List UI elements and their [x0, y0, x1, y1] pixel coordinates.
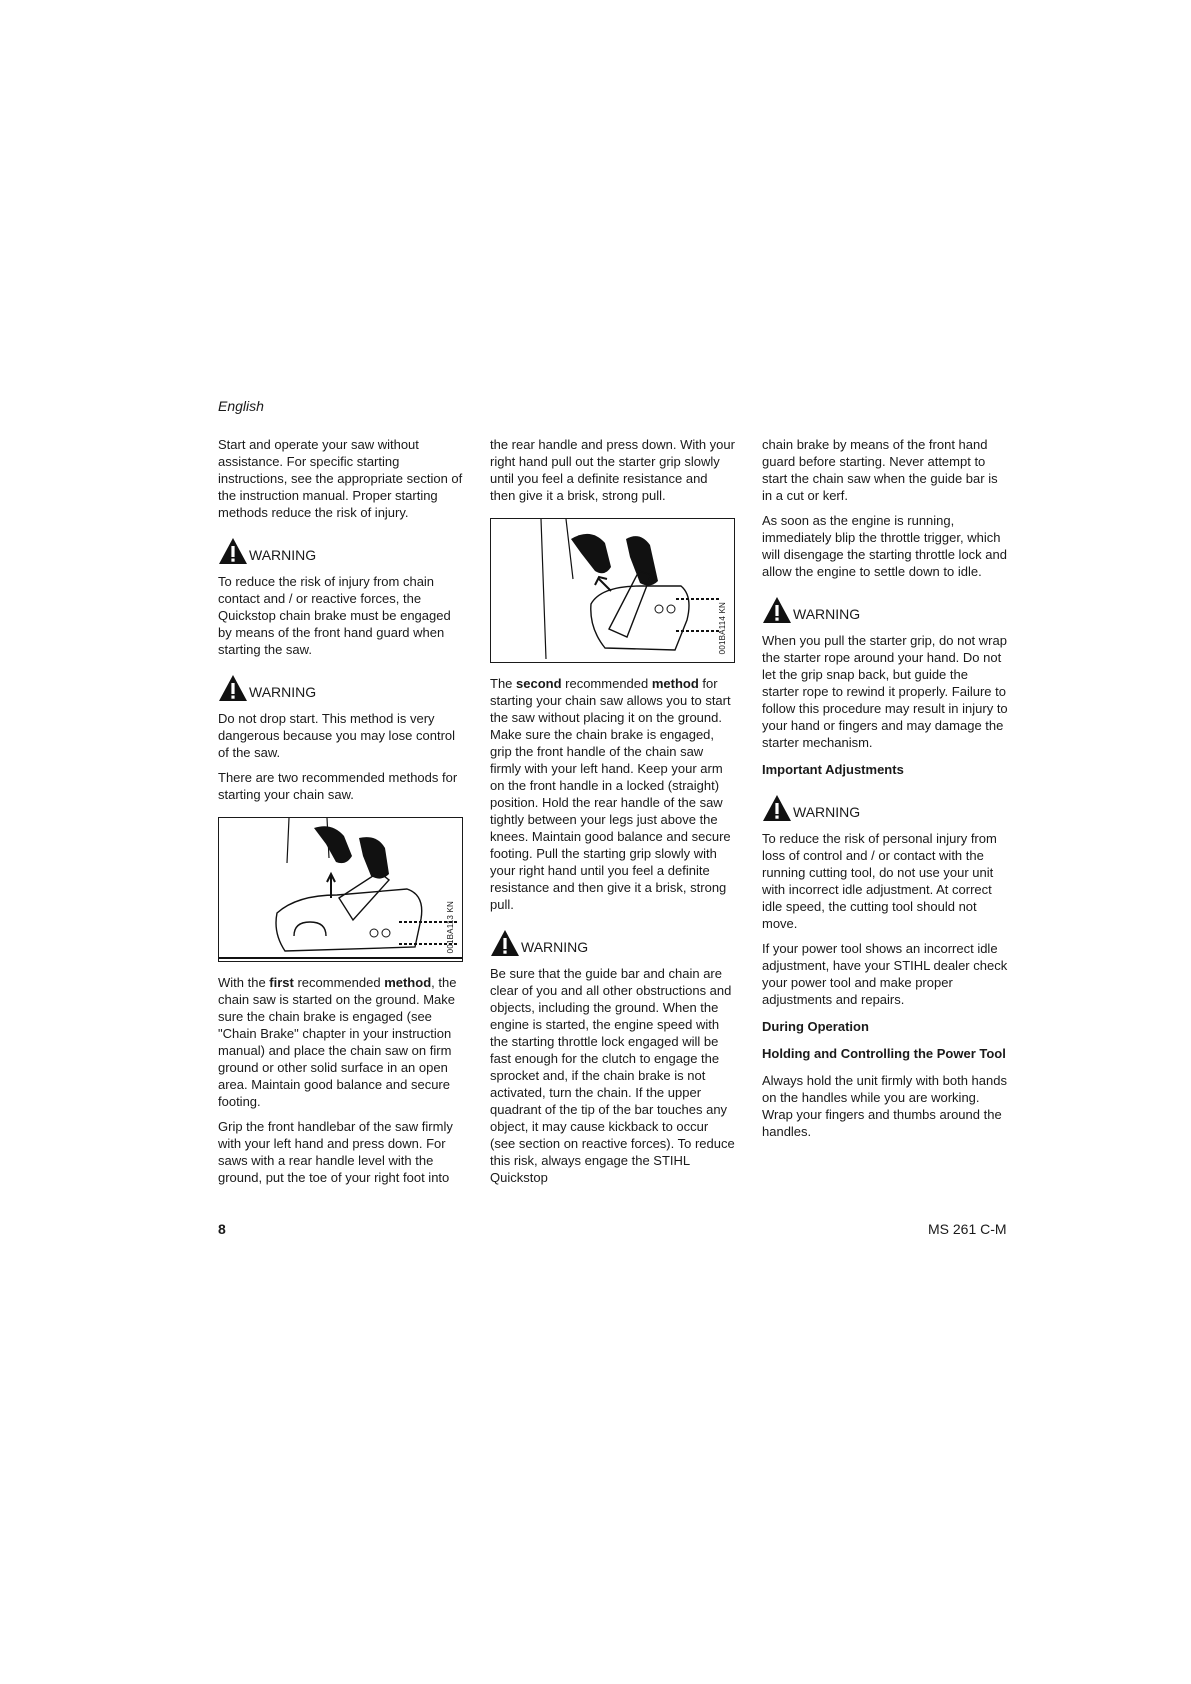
paragraph: chain brake by means of the front hand guard before starting. Never attempt to start the chain saw when the guide bar is in a cut or kerf. [762, 437, 998, 503]
illustration-leg-start [491, 519, 735, 663]
column-2 [490, 436, 736, 1194]
section-heading: Important Adjustments [762, 762, 904, 777]
paragraph: Always hold the unit firmly with both hands on the handles while you are working. Wrap your fingers and thumbs around the handles. [762, 1073, 1007, 1139]
warning-block [218, 672, 464, 702]
warning-label: WARNING [793, 804, 861, 820]
warning-triangle-icon [218, 674, 248, 702]
warning-text: Do not drop start. This method is very dangerous because you may lose control of the saw. [218, 711, 456, 760]
paragraph: Start and operate your saw without assistance. For specific starting instructions, see the appropriate section of the instruction manual. Proper starting methods reduce the risk of injury. [218, 437, 463, 520]
section-heading: During Operation [762, 1019, 869, 1034]
subsection-heading: Holding and Controlling the Power Tool [762, 1046, 1006, 1061]
warning-triangle-icon [218, 537, 248, 565]
warning-triangle-icon [762, 596, 792, 624]
warning-text: When you pull the starter grip, do not wrap the starter rope around your hand. Do not let the grip snap back, but guide the starter rope to rewind it properly. Failure to follow this procedure may result in injury to your hand or fingers and may damage the starter mechanism. [762, 633, 1008, 750]
warning-block [490, 927, 736, 957]
warning-triangle-icon [762, 794, 792, 822]
model-label: MS 261 C-M [928, 1221, 1007, 1237]
paragraph: As soon as the engine is running, immediately blip the throttle trigger, which will disengage the starting throttle lock and allow the engine to settle down to idle. [762, 513, 1007, 579]
figure-ground-start [218, 817, 463, 962]
warning-label: WARNING [793, 606, 861, 622]
warning-text: To reduce the risk of injury from chain contact and / or reactive forces, the Quickstop chain brake must be engaged by means of the front hand guard when starting the saw. [218, 574, 451, 657]
paragraph: With the first recommended method, the chain saw is started on the ground. Make sure the chain brake is engaged (see "Chain Brake" chapter in your instruction manual) and place the chain saw on firm ground or other solid surface in an open area. Maintain good balance and secure footing. [218, 975, 457, 1109]
paragraph: There are two recommended methods for starting your chain saw. [218, 770, 458, 802]
warning-label: WARNING [249, 547, 317, 563]
figure-code: 001BA113 KN [446, 900, 455, 953]
warning-text: Be sure that the guide bar and chain are clear of you and all other obstructions and objects, including the ground. When the engine is started, the engine speed with the starting throttle lock engaged will be fast enough for the clutch to engage the sprocket and, if the chain brake is not activated, turn the chain. If the upper quadrant of the tip of the bar touches any object, it may cause kickback to occur (see section on reactive forces). To reduce this risk, always engage the STIHL Quickstop [490, 966, 735, 1185]
figure-code: 001BA114 KN [718, 601, 727, 654]
paragraph: If your power tool shows an incorrect idle adjustment, have your STIHL dealer check your power tool and make proper adjustments and repairs. [762, 941, 1008, 1007]
column-1 [218, 436, 464, 1194]
language-label: English [218, 398, 264, 414]
warning-label: WARNING [249, 684, 317, 700]
warning-block [762, 792, 1008, 822]
paragraph: Grip the front handlebar of the saw firmly with your left hand and press down. For saws with a rear handle level with the ground, put the toe of your right foot into [218, 1119, 453, 1185]
warning-triangle-icon [490, 929, 520, 957]
paragraph: The second recommended method for starting your chain saw allows you to start the saw without placing it on the ground. Make sure the chain brake is engaged, grip the front handle of the chain saw firmly with your left hand. Keep your arm on the front handle in a locked (straight) position. Hold the rear handle of the saw tightly between your legs just above the knees. Maintain good balance and secure footing. Pull the starting grip slowly with your right hand until you feel a definite resistance and then give it a brisk, strong pull. [490, 676, 731, 912]
warning-label: WARNING [521, 939, 589, 955]
column-3 [762, 436, 1008, 1148]
warning-block [218, 535, 464, 565]
warning-block [762, 594, 1008, 624]
illustration-ground-start [219, 818, 463, 962]
warning-text: To reduce the risk of personal injury from loss of control and / or contact with the running cutting tool, do not use your unit with incorrect idle adjustment. At correct idle speed, the cutting tool should not move. [762, 831, 997, 931]
page-number: 8 [218, 1221, 226, 1237]
figure-leg-start [490, 518, 735, 663]
paragraph: the rear handle and press down. With your right hand pull out the starter grip slowly until you feel a definite resistance and then give it a brisk, strong pull. [490, 437, 735, 503]
